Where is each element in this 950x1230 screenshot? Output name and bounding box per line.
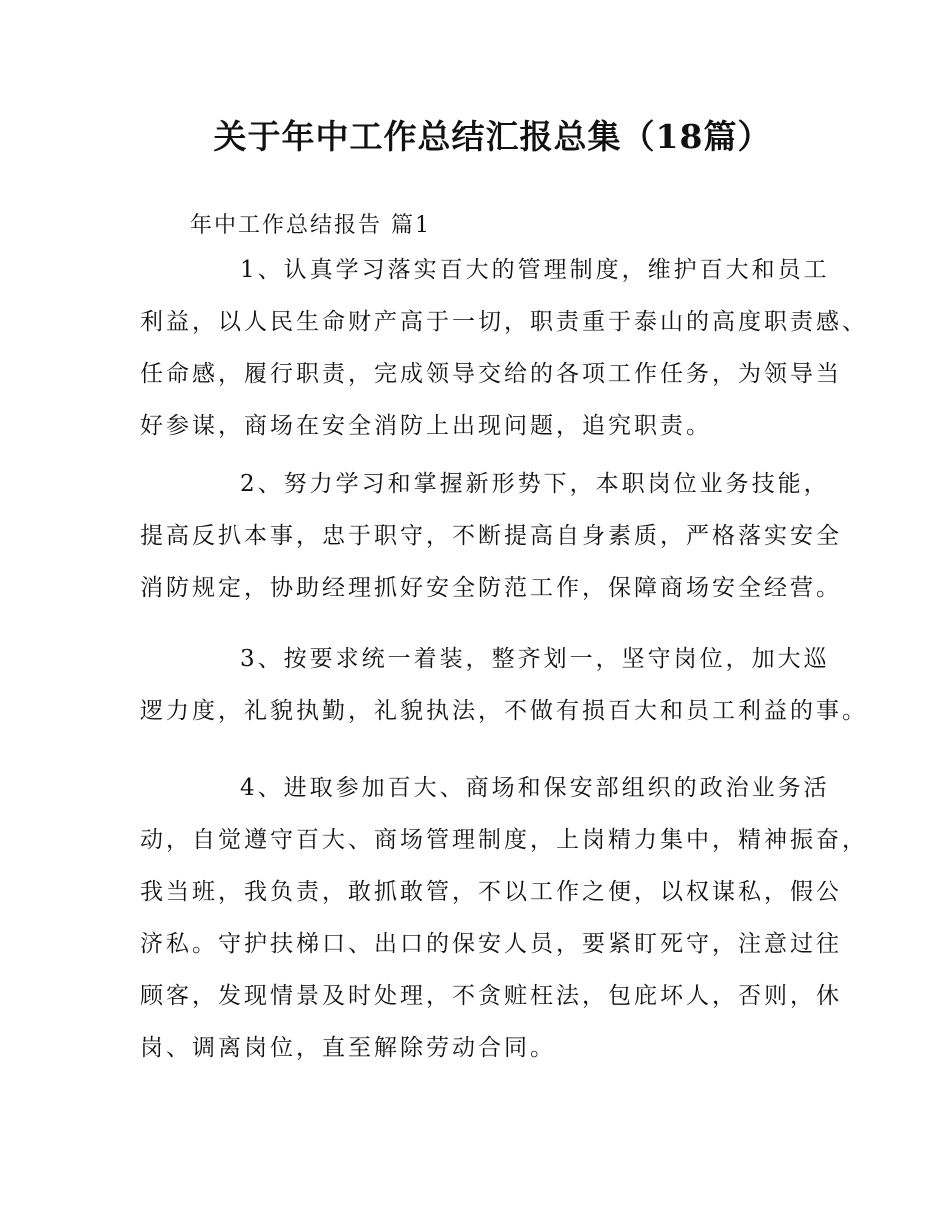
paragraph-line: 岗、调离岗位，直至解除劳动合同。 <box>140 1035 556 1061</box>
paragraph-2 <box>140 458 840 614</box>
paragraph-line: 利益，以人民生命财产高于一切，职责重于泰山的高度职责感、 <box>140 309 868 335</box>
document-title: 关于年中工作总结汇报总集（18篇） <box>213 117 772 156</box>
paragraph-line: 济私。守护扶梯口、出口的保安人员，要紧盯死守，注意过往 <box>140 931 842 957</box>
paragraph-line: 1、认真学习落实百大的管理制度，维护百大和员工 <box>240 257 830 283</box>
section-subtitle: 年中工作总结报告 篇1 <box>190 213 431 238</box>
paragraph-line: 任命感，履行职责，完成领导交给的各项工作任务，为领导当 <box>140 361 842 387</box>
paragraph-line: 顾客，发现情景及时处理，不贪赃枉法，包庇坏人，否则，休 <box>140 983 842 1009</box>
paragraph-1 <box>140 244 868 452</box>
paragraph-line: 我当班，我负责，敢抓敢管，不以工作之便，以权谋私，假公 <box>140 879 842 905</box>
paragraph-line: 4、进取参加百大、商场和保安部组织的政治业务活 <box>240 775 830 801</box>
paragraph-line: 消防规定，协助经理抓好安全防范工作，保障商场安全经营。 <box>140 575 842 601</box>
paragraph-4 <box>140 762 868 1074</box>
paragraph-3 <box>140 633 868 737</box>
paragraph-line: 提高反扒本事，忠于职守，不断提高自身素质，严格落实安全 <box>140 523 842 549</box>
paragraph-line: 逻力度，礼貌执勤，礼貌执法，不做有损百大和员工利益的事。 <box>140 698 868 724</box>
paragraph-line: 动，自觉遵守百大、商场管理制度，上岗精力集中，精神振奋， <box>140 827 868 853</box>
paragraph-line: 2、努力学习和掌握新形势下，本职岗位业务技能， <box>240 471 830 497</box>
paragraph-line: 3、按要求统一着装，整齐划一，坚守岗位，加大巡 <box>240 646 830 672</box>
paragraph-line: 好参谋，商场在安全消防上出现问题，追究职责。 <box>140 413 712 439</box>
